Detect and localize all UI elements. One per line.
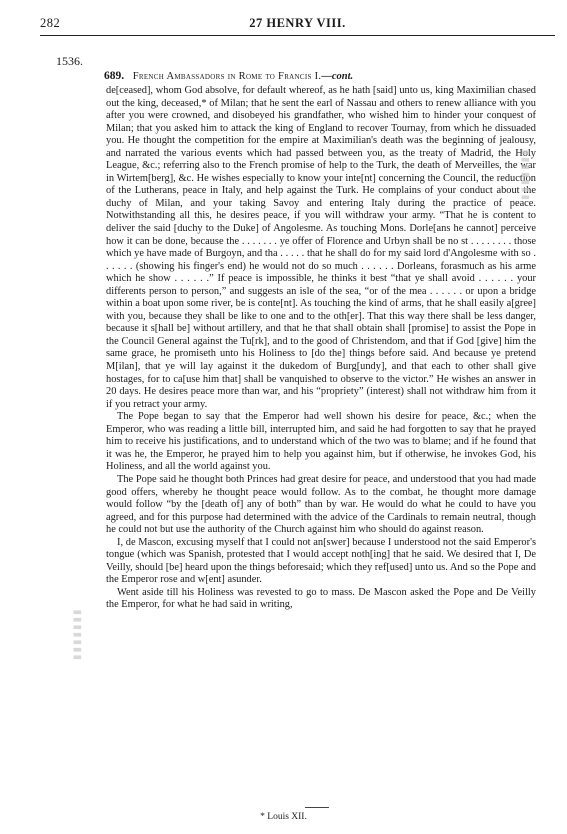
- paragraph: de[ceased], whom God absolve, for default whereof, as he hath [said] unto us, king Maximilian chased out the king, deceased,* of Milan; that he sent the earl of Nassau and others to renew alliance with you after you were crowned, and disobeyed his grandfather, who wished him to hinder your conquest of Milan; that you asked him to attack the king of England to recover Tournay, from which he dissuaded you. He thought the competition for the empire at Maximilian's death was the beginning of jealousy, and narrated the various events which had passed between you, as the treaty of Madrid, the Holy League, &c.; referring also to the French promise of help to the Turk, the death of Merveilles, the war in Wirtem[berg], &c. He wishes especially to know your inte[nt] concerning the Council, the reduction of the Lutherans, peace in Italy, and help against the Turk. He complains of your conduct about the duchy of Milan, and your taking Savoy and entering Italy during the practice of peace. Notwithstanding all this, he desires peace, if you will withdraw your army. “That he is content to deliver the said [duchy to the Duke] of Angolesme. As touching Mons. Dorle[ans he cannot] perceive how it can be done, because the . . . . . . . ye offer of Florence and Urbyn shall be no st . . . . . . . . those which ye have made of Burgoyn, and tha . . . . . that he shall do for my said lord d'Angolesme with so . . . . . . (showing his finger's end) he would not do so much . . . . . . Dorleans, forasmuch as his arme which he show . . . . . .” If peace is impossible, he thinks it best “that ye shall avoid . . . . . . your differents person to person,” and suggests an isle of the sea, “or of the mea . . . . . . or upon a bridge within a boat upon some river, be is conte[nt]. As touching the kind of arms, that he shall easily a[gree] with you, because they shall be like to one and to the oth[er]. That this way there shall be less danger, because it s[hall be] without artillery, and that he that shall obtain shall [promise] to assist the Pope in the Council General against the Tu[rk], and to the good of Christendom, and that if God [give] him the same grace, he promiseth unto his Holiness to [do the] things before said. And because ye pretend M[ilan], that ye will lay against it the dukedom of Burg[undy], and that each to other shall give hostages, for to ca[use him that] shall be vanquished to observe to the victor.” He wishes an answer in 20 days. He desires peace more than war, and his “propriety” (interest) shall not withdraw him from it if you retract your army.: [106, 85, 536, 410]
- paragraph: The Pope said he thought both Princes had great desire for peace, and understood that you had made good offers, whereby he thought peace would follow. As to the combat, he thought more damage would follow “by the [death of] any of both” than by war. He would do what he could to have you agreed, and for this purpose had determined with the advice of the Cardinals to remain neutral, though he could not but use the authority of the Church against him who should do against reason.: [106, 473, 536, 536]
- footnote-rule: [305, 807, 329, 808]
- paragraph: The Pope began to say that the Emperor had well shown his desire for peace, &c.; when the Emperor, who was reading a little bill, interrupted him, and said he had forgotten to say that he prayed him to receive his justifications, and to understand which of the two was to blame; and if he found that it was he, the Emperor, he prayed him to help you against him, but if otherwise, he invokes God, his Holiness, and all the world against you.: [106, 411, 536, 473]
- entry-heading: [104, 70, 353, 82]
- page-number: 282: [40, 16, 61, 30]
- library-watermark: ▮▮▮▮▮▮▮: [72, 607, 83, 660]
- running-title: 27 HENRY VIII.: [249, 16, 346, 30]
- paragraph: I, de Mascon, excusing myself that I could not an[swer] because I understood not the said Emperor's tongue (which was Spanish, protested that I would accept noth[ing] that he said. We desired that I, De Veilly, should [be] heard upon the things beforesaid; which they ref[used] unto us. And so the Pope and the Emperor rose and w[ent] asunder.: [106, 536, 536, 586]
- entry-title: French Ambassadors in Rome to Francis I.: [132, 71, 322, 82]
- paragraph: Went aside till his Holiness was revested to go to mass. De Mascon asked the Pope and De Veilly the Emperor, for what he had said in writing,: [106, 586, 536, 611]
- margin-year: 1536.: [56, 54, 83, 68]
- body-text: [106, 85, 536, 612]
- header-rule: [40, 35, 555, 36]
- entry-number: 689.: [104, 70, 125, 82]
- library-watermark: ▮▮▮▮▮▮▮: [520, 147, 531, 200]
- page-header: [40, 16, 555, 32]
- footnote: * Louis XII.: [260, 812, 307, 822]
- entry-cont: —cont.: [321, 71, 354, 82]
